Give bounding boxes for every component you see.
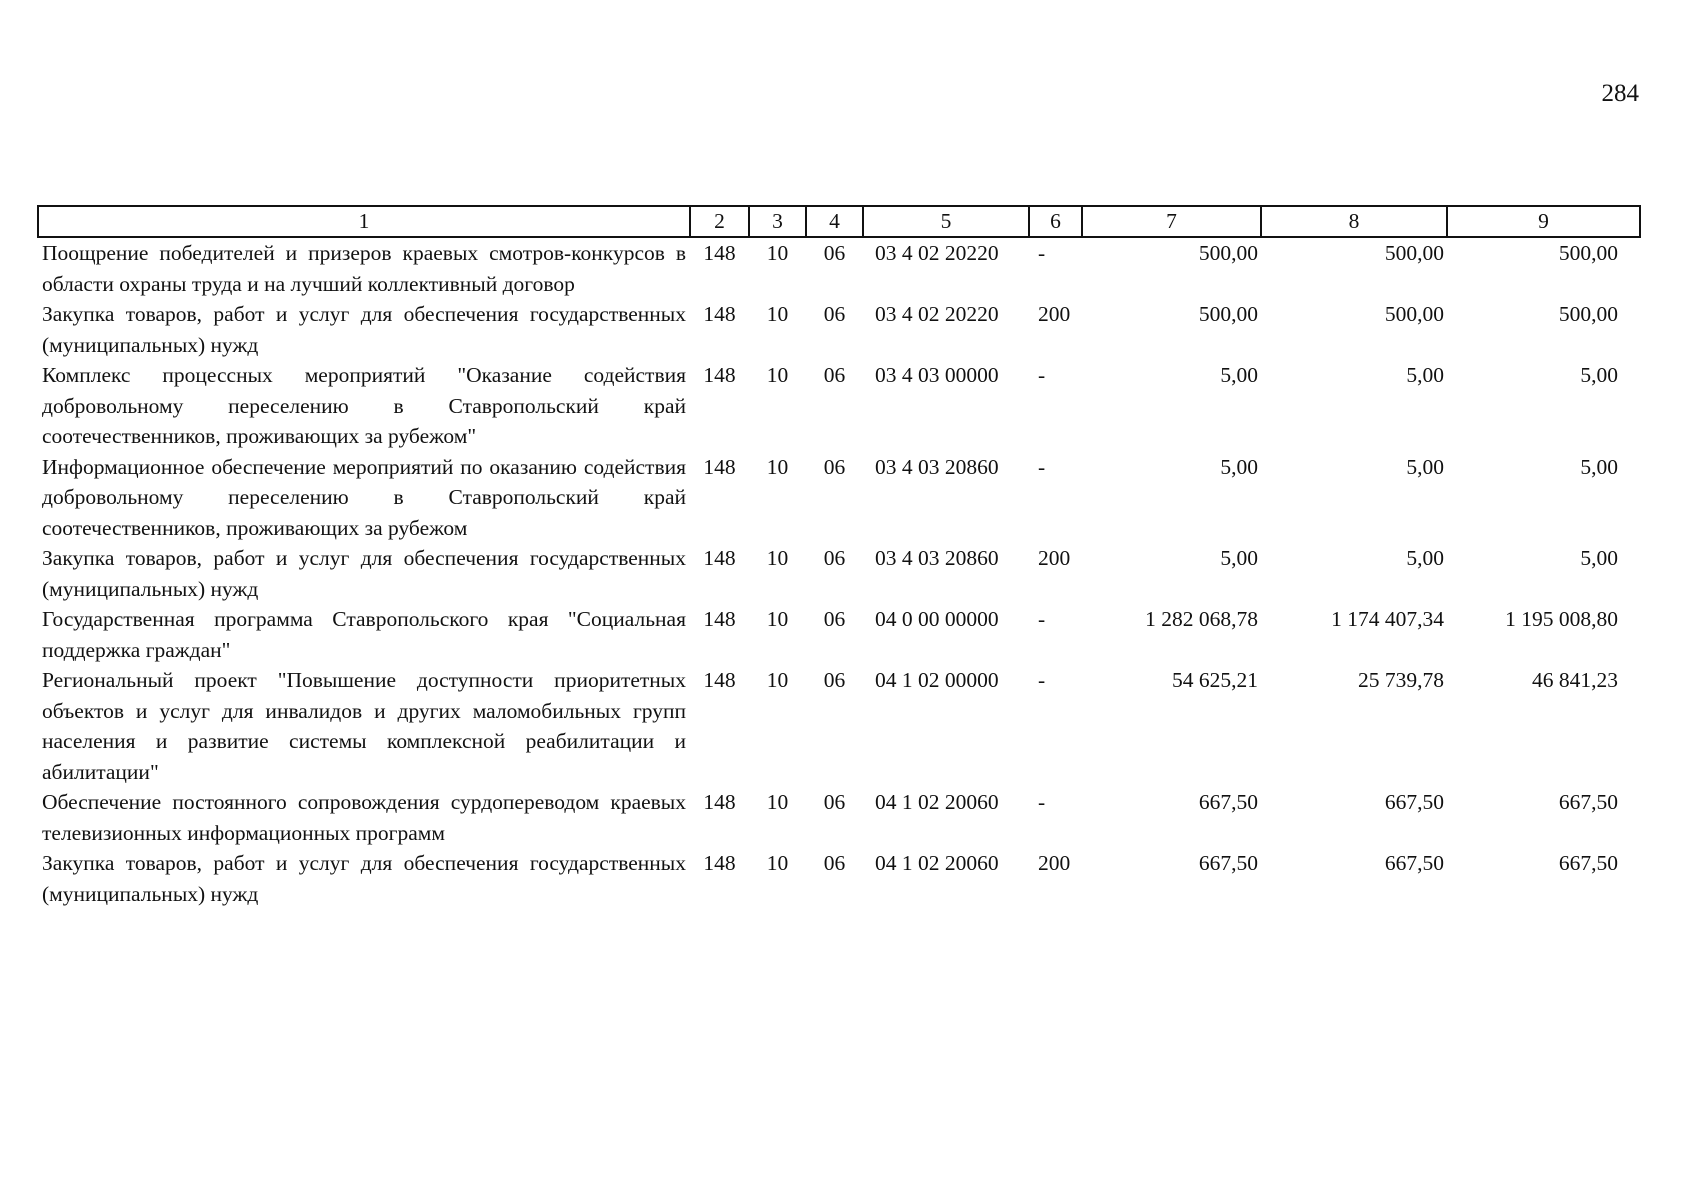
cell-col-9: 667,50 <box>1558 790 1618 814</box>
cell-col-4: 06 <box>823 851 846 875</box>
cell-col-3: 10 <box>766 302 789 326</box>
cell-col-8: 5,00 <box>1406 454 1444 479</box>
page-number: 284 <box>1601 80 1639 107</box>
column-header-4: 4 <box>806 206 863 237</box>
cell-col-3: 10 <box>766 668 789 692</box>
cell-col-3: 10 <box>766 363 789 387</box>
cell-col-9: 667,50 <box>1558 851 1618 875</box>
cell-col-9: 46 841,23 <box>1532 668 1618 692</box>
cell-col-4: 06 <box>823 363 846 387</box>
cell-col-7: 500,00 <box>1198 241 1258 265</box>
table-body <box>38 237 1640 909</box>
cell-col-3: 10 <box>766 241 789 265</box>
cell-col-7: 5,00 <box>1220 546 1258 570</box>
cell-col-9: 1 195 008,80 <box>1505 607 1618 631</box>
cell-col-2: 148 <box>703 363 736 387</box>
table-header <box>38 206 1640 237</box>
cell-col-3: 10 <box>766 546 789 570</box>
cell-col-6: - <box>1038 363 1046 387</box>
cell-col-8: 25 739,78 <box>1358 668 1444 692</box>
cell-col-7: 54 625,21 <box>1172 668 1258 692</box>
cell-col-2: 148 <box>703 607 736 631</box>
cell-col-5: 04 1 02 20060 <box>875 790 999 814</box>
cell-col-2: 148 <box>703 546 736 570</box>
cell-col-6: 200 <box>1038 546 1071 570</box>
cell-col-8: 1 174 407,34 <box>1331 607 1444 631</box>
row-name: Закупка товаров, работ и услуг для обеспечения государственных (муниципальных) нужд <box>42 302 686 357</box>
cell-col-2: 148 <box>703 302 736 326</box>
cell-col-9: 5,00 <box>1580 363 1618 387</box>
header-row <box>38 206 1640 237</box>
cell-col-6: - <box>1038 241 1046 265</box>
cell-col-7: 5,00 <box>1220 454 1258 479</box>
table-row <box>38 665 1640 787</box>
row-name: Обеспечение постоянного сопровождения сурдопереводом краевых телевизионных информационных программ <box>42 790 686 845</box>
cell-col-5: 04 1 02 20060 <box>875 851 999 875</box>
table-row <box>38 452 1640 544</box>
cell-col-8: 667,50 <box>1384 851 1444 875</box>
cell-col-4: 06 <box>823 546 846 570</box>
cell-col-5: 04 1 02 00000 <box>875 668 999 692</box>
row-name: Информационное обеспечение мероприятий по оказанию содействия добровольному переселению в Ставропольский край соотечественников, проживающих за рубежом <box>42 454 686 540</box>
column-header-9: 9 <box>1447 206 1640 237</box>
cell-col-6: - <box>1038 790 1046 814</box>
cell-col-9: 5,00 <box>1580 454 1618 479</box>
column-header-8: 8 <box>1261 206 1447 237</box>
cell-col-6: 200 <box>1038 302 1071 326</box>
cell-col-8: 500,00 <box>1384 302 1444 326</box>
cell-col-5: 03 4 03 00000 <box>875 363 999 387</box>
cell-col-8: 5,00 <box>1406 546 1444 570</box>
cell-col-3: 10 <box>766 790 789 814</box>
budget-table <box>37 205 1641 909</box>
cell-col-8: 667,50 <box>1384 790 1444 814</box>
cell-col-7: 500,00 <box>1198 302 1258 326</box>
cell-col-4: 06 <box>823 454 846 479</box>
table-row <box>38 543 1640 604</box>
cell-col-7: 1 282 068,78 <box>1145 607 1258 631</box>
cell-col-4: 06 <box>823 668 846 692</box>
cell-col-7: 667,50 <box>1198 790 1258 814</box>
cell-col-3: 10 <box>766 607 789 631</box>
cell-col-9: 5,00 <box>1580 546 1618 570</box>
table-row <box>38 299 1640 360</box>
row-name: Региональный проект "Повышение доступности приоритетных объектов и услуг для инвалидов и других маломобильных групп населения и развитие системы комплексной реабилитации и абилитации" <box>42 668 686 784</box>
cell-col-9: 500,00 <box>1558 241 1618 265</box>
table-row <box>38 604 1640 665</box>
cell-col-5: 04 0 00 00000 <box>875 607 999 631</box>
cell-col-5: 03 4 03 20860 <box>875 546 999 570</box>
row-name: Комплекс процессных мероприятий "Оказание содействия добровольному переселению в Ставропольский край соотечественников, проживающих за рубежом" <box>42 363 686 448</box>
cell-col-4: 06 <box>823 241 846 265</box>
cell-col-6: - <box>1038 668 1046 692</box>
cell-col-6: 200 <box>1038 851 1071 875</box>
cell-col-6: - <box>1038 607 1046 631</box>
column-header-5: 5 <box>863 206 1029 237</box>
cell-col-4: 06 <box>823 302 846 326</box>
cell-col-5: 03 4 02 20220 <box>875 302 999 326</box>
cell-col-2: 148 <box>703 790 736 814</box>
cell-col-8: 500,00 <box>1384 241 1444 265</box>
cell-col-2: 148 <box>703 668 736 692</box>
cell-col-4: 06 <box>823 607 846 631</box>
cell-col-7: 667,50 <box>1198 851 1258 875</box>
cell-col-4: 06 <box>823 790 846 814</box>
column-header-6: 6 <box>1029 206 1082 237</box>
cell-col-2: 148 <box>703 454 736 479</box>
column-header-7: 7 <box>1082 206 1261 237</box>
column-header-1: 1 <box>38 206 690 237</box>
cell-col-3: 10 <box>766 851 789 875</box>
table-row <box>38 237 1640 299</box>
table-row <box>38 787 1640 848</box>
row-name: Государственная программа Ставропольского края "Социальная поддержка граждан" <box>42 607 686 662</box>
table-row <box>38 848 1640 909</box>
cell-col-5: 03 4 02 20220 <box>875 241 999 265</box>
row-name: Поощрение победителей и призеров краевых смотров-конкурсов в области охраны труда и на лучший коллективный договор <box>42 241 686 296</box>
column-header-3: 3 <box>749 206 806 237</box>
table-row <box>38 360 1640 452</box>
row-name: Закупка товаров, работ и услуг для обеспечения государственных (муниципальных) нужд <box>42 546 686 601</box>
cell-col-7: 5,00 <box>1220 363 1258 387</box>
cell-col-6: - <box>1038 454 1046 479</box>
cell-col-3: 10 <box>766 454 789 479</box>
cell-col-9: 500,00 <box>1558 302 1618 326</box>
cell-col-8: 5,00 <box>1406 363 1444 387</box>
cell-col-5: 03 4 03 20860 <box>875 454 999 479</box>
cell-col-2: 148 <box>703 851 736 875</box>
cell-col-2: 148 <box>703 241 736 265</box>
column-header-2: 2 <box>690 206 749 237</box>
row-name: Закупка товаров, работ и услуг для обеспечения государственных (муниципальных) нужд <box>42 851 686 906</box>
